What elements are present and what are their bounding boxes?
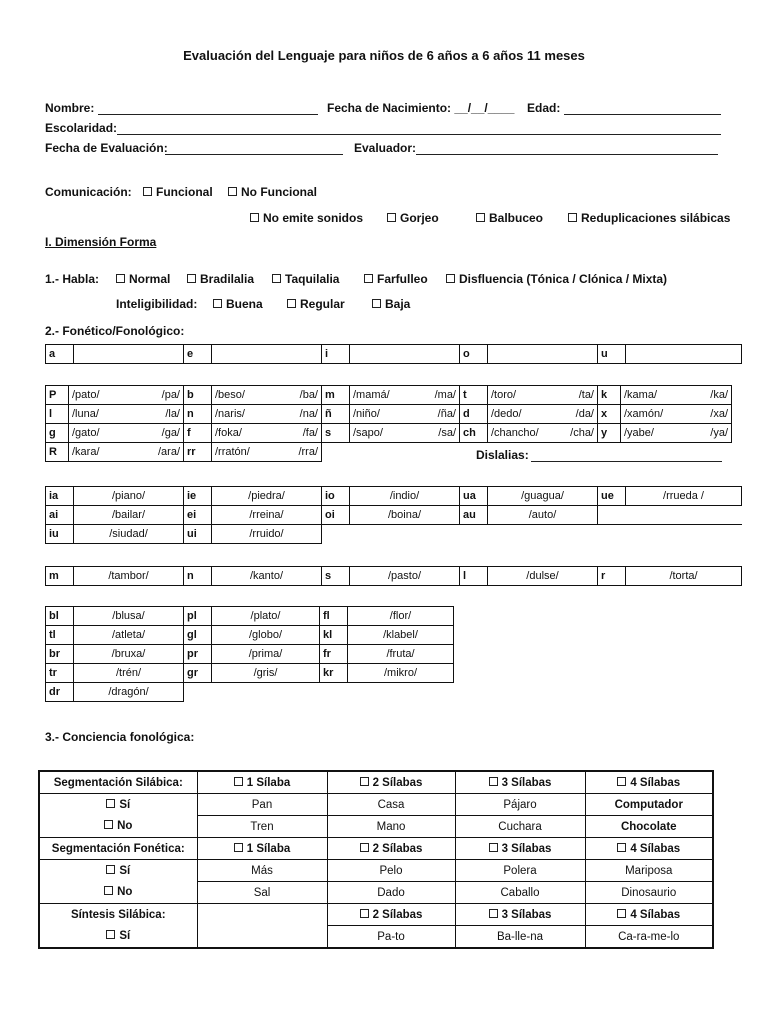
checkbox-icon bbox=[476, 213, 485, 222]
word-cell: Dado bbox=[327, 882, 455, 904]
coda-word[interactable]: /tambor/ bbox=[74, 567, 184, 586]
sintesis-label: Síntesis Silábica: bbox=[39, 904, 197, 926]
nombre-label: Nombre: bbox=[45, 101, 95, 115]
word-cell: Cuchara bbox=[455, 816, 585, 838]
phoneme: l bbox=[46, 405, 69, 424]
conciencia-table bbox=[38, 770, 714, 949]
vowel-u-field[interactable] bbox=[626, 345, 742, 364]
phoneme-word[interactable]: /kara/ /ara/ bbox=[69, 443, 184, 462]
cluster: dr bbox=[46, 683, 74, 702]
phoneme: x bbox=[598, 405, 621, 424]
coda-word[interactable]: /torta/ bbox=[626, 567, 742, 586]
table-row bbox=[46, 424, 732, 443]
vowel-o-field[interactable] bbox=[488, 345, 598, 364]
header-option[interactable]: 1 Sílaba bbox=[197, 771, 327, 794]
phoneme-word[interactable]: /gato/ /ga/ bbox=[69, 424, 184, 443]
checkbox-icon bbox=[106, 865, 115, 874]
comunicacion-option-funcional[interactable]: Funcional bbox=[143, 185, 213, 199]
coda: n bbox=[184, 567, 212, 586]
header-option[interactable]: 4 Sílabas bbox=[585, 904, 713, 926]
seg-fonetica-no[interactable]: No bbox=[39, 882, 197, 904]
phoneme: m bbox=[322, 386, 350, 405]
table-row bbox=[46, 683, 454, 702]
coda-word[interactable]: /kanto/ bbox=[212, 567, 322, 586]
phoneme-word[interactable]: /pato/ /pa/ bbox=[69, 386, 184, 405]
nombre-field[interactable] bbox=[98, 114, 318, 115]
phoneme-word[interactable]: /foka/ /fa/ bbox=[212, 424, 322, 443]
table-row bbox=[46, 626, 454, 645]
header-option[interactable]: 4 Sílabas bbox=[585, 838, 713, 860]
checkbox-icon bbox=[489, 909, 498, 918]
cluster: pr bbox=[184, 645, 212, 664]
vowel-i-field[interactable] bbox=[350, 345, 460, 364]
coda-word[interactable]: /pasto/ bbox=[350, 567, 460, 586]
clusters-table bbox=[45, 606, 454, 702]
diphthong-word[interactable]: /rreina/ bbox=[212, 506, 322, 525]
word-cell: Casa bbox=[327, 794, 455, 816]
option-no-emite-sonidos[interactable]: No emite sonidos bbox=[250, 211, 363, 225]
checkbox-icon bbox=[617, 843, 626, 852]
cluster: bl bbox=[46, 607, 74, 626]
coda: l bbox=[460, 567, 488, 586]
edad-label: Edad: bbox=[527, 101, 561, 115]
evaluador-field[interactable] bbox=[416, 154, 718, 155]
diphthong-word[interactable]: /guagua/ bbox=[488, 487, 598, 506]
cluster-word[interactable]: /atleta/ bbox=[74, 626, 184, 645]
cluster-word[interactable]: /bruxa/ bbox=[74, 645, 184, 664]
cluster: pl bbox=[184, 607, 212, 626]
cluster: tr bbox=[46, 664, 74, 683]
phoneme: t bbox=[460, 386, 488, 405]
phoneme-word[interactable]: /naris/ /na/ bbox=[212, 405, 322, 424]
escolaridad-field[interactable] bbox=[117, 134, 721, 135]
checkbox-icon bbox=[234, 777, 243, 786]
cluster-word[interactable]: /flor/ bbox=[348, 607, 454, 626]
header-option[interactable]: 3 Sílabas bbox=[455, 771, 585, 794]
cluster: br bbox=[46, 645, 74, 664]
vowel-a-field[interactable] bbox=[74, 345, 184, 364]
table-row bbox=[46, 345, 742, 364]
cluster: gl bbox=[184, 626, 212, 645]
coda-word[interactable]: /dulse/ bbox=[488, 567, 598, 586]
diphthong-word[interactable]: /piedra/ bbox=[212, 487, 322, 506]
word-cell: Pa-to bbox=[327, 926, 455, 949]
checkbox-icon bbox=[360, 909, 369, 918]
cluster-word[interactable]: /globo/ bbox=[212, 626, 320, 645]
checkbox-icon bbox=[287, 299, 296, 308]
coda: m bbox=[46, 567, 74, 586]
diphthong-word[interactable]: /boina/ bbox=[350, 506, 460, 525]
phoneme-word[interactable]: /sapo/ /sa/ bbox=[350, 424, 460, 443]
table-row bbox=[46, 386, 732, 405]
word-cell: Más bbox=[197, 860, 327, 882]
checkbox-icon bbox=[446, 274, 455, 283]
word-cell: Pájaro bbox=[455, 794, 585, 816]
checkbox-icon bbox=[489, 777, 498, 786]
phoneme: s bbox=[322, 424, 350, 443]
diphthong: ie bbox=[184, 487, 212, 506]
seg-silabica-si[interactable]: Sí bbox=[39, 794, 197, 816]
phoneme-word[interactable]: /toro/ /ta/ bbox=[488, 386, 598, 405]
diphthongs-table bbox=[45, 486, 742, 544]
diphthong: au bbox=[460, 506, 488, 525]
diphthong: ei bbox=[184, 506, 212, 525]
option-reduplicaciones[interactable]: Reduplicaciones silábicas bbox=[568, 211, 730, 225]
table-row bbox=[46, 607, 454, 626]
vowel-e: e bbox=[184, 345, 212, 364]
checkbox-icon bbox=[617, 909, 626, 918]
checkbox-icon bbox=[116, 274, 125, 283]
escolaridad-label: Escolaridad: bbox=[45, 121, 118, 135]
checkbox-icon bbox=[234, 843, 243, 852]
header-option[interactable]: 3 Sílabas bbox=[455, 904, 585, 926]
section-dimension-forma: I. Dimensión Forma bbox=[45, 235, 157, 249]
fonetico-label: 2.- Fonético/Fonológico: bbox=[45, 324, 185, 338]
header-option[interactable]: 2 Sílabas bbox=[327, 771, 455, 794]
table-row bbox=[39, 794, 713, 816]
table-row bbox=[46, 525, 742, 544]
habla-option-bradilalia[interactable]: Bradilalia bbox=[187, 272, 254, 286]
fecha-evaluacion-label: Fecha de Evaluación: bbox=[45, 141, 168, 155]
checkbox-icon bbox=[360, 777, 369, 786]
sintesis-si[interactable]: Sí bbox=[39, 926, 197, 949]
table-row bbox=[46, 567, 742, 586]
table-row bbox=[46, 506, 742, 525]
seg-silabica-no[interactable]: No bbox=[39, 816, 197, 838]
header-option[interactable]: 3 Sílabas bbox=[455, 838, 585, 860]
phoneme: k bbox=[598, 386, 621, 405]
checkbox-icon bbox=[250, 213, 259, 222]
intel-option-regular[interactable]: Regular bbox=[287, 297, 345, 311]
habla-option-farfulleo[interactable]: Farfulleo bbox=[364, 272, 428, 286]
checkbox-icon bbox=[187, 274, 196, 283]
word-cell: Polera bbox=[455, 860, 585, 882]
option-gorjeo[interactable]: Gorjeo bbox=[387, 211, 439, 225]
table-row bbox=[39, 771, 713, 794]
table-row bbox=[39, 816, 713, 838]
conciencia-label: 3.- Conciencia fonológica: bbox=[45, 730, 195, 744]
diphthong: ui bbox=[184, 525, 212, 544]
cluster: kl bbox=[320, 626, 348, 645]
phoneme: rr bbox=[184, 443, 212, 462]
word-cell: Mariposa bbox=[585, 860, 713, 882]
phoneme: d bbox=[460, 405, 488, 424]
diphthong: ia bbox=[46, 487, 74, 506]
evaluador-label: Evaluador: bbox=[354, 141, 417, 155]
vowel-u: u bbox=[598, 345, 626, 364]
phoneme-word[interactable]: /chancho/ /cha/ bbox=[488, 424, 598, 443]
edad-field[interactable] bbox=[564, 114, 721, 115]
header-option[interactable]: 1 Sílaba bbox=[197, 838, 327, 860]
comunicacion-label: Comunicación: bbox=[45, 185, 132, 199]
diphthong: ai bbox=[46, 506, 74, 525]
diphthong: iu bbox=[46, 525, 74, 544]
diphthong-word[interactable]: /auto/ bbox=[488, 506, 598, 525]
phoneme-word[interactable]: /beso/ /ba/ bbox=[212, 386, 322, 405]
phoneme: y bbox=[598, 424, 621, 443]
word-cell: Pelo bbox=[327, 860, 455, 882]
seg-fonetica-label: Segmentación Fonética: bbox=[39, 838, 197, 860]
cluster-word[interactable]: /trén/ bbox=[74, 664, 184, 683]
codas-table bbox=[45, 566, 742, 586]
word-cell: Ba-lle-na bbox=[455, 926, 585, 949]
word-cell: Dinosaurio bbox=[585, 882, 713, 904]
habla-option-taquilalia[interactable]: Taquilalia bbox=[272, 272, 339, 286]
phoneme-word[interactable]: /niño/ /ña/ bbox=[350, 405, 460, 424]
word-cell: Chocolate bbox=[585, 816, 713, 838]
header-option[interactable]: 2 Sílabas bbox=[327, 904, 455, 926]
table-row bbox=[39, 904, 713, 926]
habla-label: 1.- Habla: bbox=[45, 272, 100, 286]
phoneme-word[interactable]: /kama/ /ka/ bbox=[621, 386, 732, 405]
word-cell: Caballo bbox=[455, 882, 585, 904]
cluster-word[interactable]: /klabel/ bbox=[348, 626, 454, 645]
table-row bbox=[39, 882, 713, 904]
diphthong-word[interactable]: /piano/ bbox=[74, 487, 184, 506]
phoneme-word[interactable]: /yabe/ /ya/ bbox=[621, 424, 732, 443]
cluster: fr bbox=[320, 645, 348, 664]
page-title: Evaluación del Lenguaje para niños de 6 años a 6 años 11 meses bbox=[183, 48, 585, 63]
diphthong-word[interactable]: /siudad/ bbox=[74, 525, 184, 544]
diphthong: oi bbox=[322, 506, 350, 525]
fecha-nacimiento-label[interactable]: Fecha de Nacimiento: __/__/____ bbox=[327, 101, 515, 115]
header-option[interactable]: 2 Sílabas bbox=[327, 838, 455, 860]
phoneme: b bbox=[184, 386, 212, 405]
checkbox-icon bbox=[360, 843, 369, 852]
cluster: kr bbox=[320, 664, 348, 683]
seg-silabica-label: Segmentación Silábica: bbox=[39, 771, 197, 794]
phoneme: n bbox=[184, 405, 212, 424]
cluster-word[interactable]: /gris/ bbox=[212, 664, 320, 683]
vowel-e-field[interactable] bbox=[212, 345, 322, 364]
table-row bbox=[46, 645, 454, 664]
phoneme: R bbox=[46, 443, 69, 462]
word-cell: Computador bbox=[585, 794, 713, 816]
empty-cell bbox=[197, 904, 327, 949]
diphthong-word[interactable]: /indio/ bbox=[350, 487, 460, 506]
cluster-word[interactable]: /blusa/ bbox=[74, 607, 184, 626]
checkbox-icon bbox=[272, 274, 281, 283]
checkbox-icon bbox=[106, 930, 115, 939]
word-cell: Pan bbox=[197, 794, 327, 816]
word-cell: Tren bbox=[197, 816, 327, 838]
checkbox-icon bbox=[213, 299, 222, 308]
word-cell: Sal bbox=[197, 882, 327, 904]
table-row bbox=[39, 838, 713, 860]
diphthong: io bbox=[322, 487, 350, 506]
checkbox-icon bbox=[489, 843, 498, 852]
checkbox-icon bbox=[104, 820, 113, 829]
diphthong: ua bbox=[460, 487, 488, 506]
intel-option-baja[interactable]: Baja bbox=[372, 297, 410, 311]
seg-fonetica-si[interactable]: Sí bbox=[39, 860, 197, 882]
habla-option-normal[interactable]: Normal bbox=[116, 272, 170, 286]
table-row bbox=[46, 664, 454, 683]
dislalias-label: Dislalias: bbox=[476, 448, 529, 462]
cluster-word[interactable]: /prima/ bbox=[212, 645, 320, 664]
phoneme: ch bbox=[460, 424, 488, 443]
vowel-a: a bbox=[46, 345, 74, 364]
phoneme: P bbox=[46, 386, 69, 405]
coda: r bbox=[598, 567, 626, 586]
checkbox-icon bbox=[387, 213, 396, 222]
checkbox-icon bbox=[568, 213, 577, 222]
phoneme-word[interactable]: /xamón/ /xa/ bbox=[621, 405, 732, 424]
checkbox-icon bbox=[104, 886, 113, 895]
cluster: fl bbox=[320, 607, 348, 626]
checkbox-icon bbox=[372, 299, 381, 308]
fecha-evaluacion-field[interactable] bbox=[165, 154, 343, 155]
cluster: gr bbox=[184, 664, 212, 683]
checkbox-icon bbox=[228, 187, 237, 196]
consonants-table bbox=[45, 385, 732, 462]
table-row bbox=[46, 443, 732, 462]
checkbox-icon bbox=[617, 777, 626, 786]
diphthong-word[interactable]: /rrueda / bbox=[626, 487, 742, 506]
phoneme-word[interactable]: /luna/ /la/ bbox=[69, 405, 184, 424]
phoneme-word[interactable]: /mamá/ /ma/ bbox=[350, 386, 460, 405]
word-cell: Ca-ra-me-lo bbox=[585, 926, 713, 949]
coda: s bbox=[322, 567, 350, 586]
habla-option-disfluencia[interactable]: Disfluencia (Tónica / Clónica / Mixta) bbox=[446, 272, 667, 286]
diphthong: ue bbox=[598, 487, 626, 506]
phoneme: ñ bbox=[322, 405, 350, 424]
inteligibilidad-label: Inteligibilidad: bbox=[116, 297, 198, 311]
option-balbuceo[interactable]: Balbuceo bbox=[476, 211, 543, 225]
cluster-word[interactable]: /dragón/ bbox=[74, 683, 184, 702]
phoneme-word[interactable]: /dedo/ /da/ bbox=[488, 405, 598, 424]
phoneme: g bbox=[46, 424, 69, 443]
table-row bbox=[39, 926, 713, 949]
dislalias-field[interactable] bbox=[531, 461, 722, 462]
vowels-table bbox=[45, 344, 742, 364]
checkbox-icon bbox=[106, 799, 115, 808]
cluster: tl bbox=[46, 626, 74, 645]
vowel-i: i bbox=[322, 345, 350, 364]
cluster-word[interactable]: /mikro/ bbox=[348, 664, 454, 683]
checkbox-icon bbox=[143, 187, 152, 196]
diphthong-word[interactable]: /rruido/ bbox=[212, 525, 322, 544]
phoneme: f bbox=[184, 424, 212, 443]
cluster-word[interactable]: /plato/ bbox=[212, 607, 320, 626]
diphthong-word[interactable]: /bailar/ bbox=[74, 506, 184, 525]
comunicacion-option-no-funcional[interactable]: No Funcional bbox=[228, 185, 317, 199]
intel-option-buena[interactable]: Buena bbox=[213, 297, 263, 311]
cluster-word[interactable]: /fruta/ bbox=[348, 645, 454, 664]
checkbox-icon bbox=[364, 274, 373, 283]
vowel-o: o bbox=[460, 345, 488, 364]
phoneme-word[interactable]: /rratón/ /rra/ bbox=[212, 443, 322, 462]
table-row bbox=[39, 860, 713, 882]
word-cell: Mano bbox=[327, 816, 455, 838]
table-row bbox=[46, 405, 732, 424]
header-option[interactable]: 4 Sílabas bbox=[585, 771, 713, 794]
table-row bbox=[46, 487, 742, 506]
